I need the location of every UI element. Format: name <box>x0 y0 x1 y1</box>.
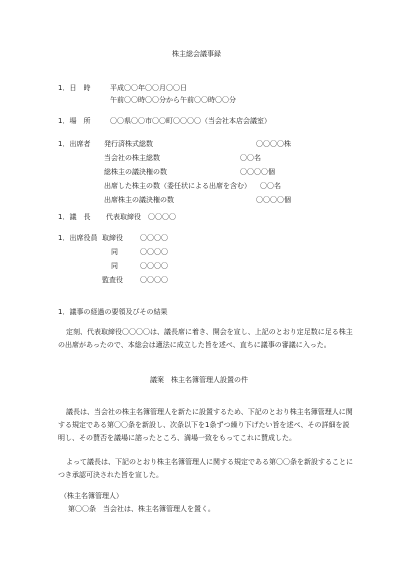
agenda-paragraph-2: よって議長は、下記のとおり株主名簿管理人に関する規定である第〇〇条を新設することにつき承認可決された旨を宣した。 <box>58 458 353 479</box>
attendees-row <box>104 168 167 176</box>
meeting-date: 平成〇〇年〇〇月〇〇日 <box>110 84 187 92</box>
officer-name: 〇〇〇〇 <box>140 262 168 270</box>
chair-label: 1．議 長 <box>58 213 91 221</box>
attendees-row <box>104 196 174 204</box>
chair-value: 代表取締役 〇〇〇〇 <box>106 213 176 221</box>
place-label: 1．場 所 <box>58 117 91 125</box>
agenda-heading: 議案 株主名簿管理人設置の件 <box>150 376 248 384</box>
agenda-paragraph-1: 議長は、当会社の株主名簿管理人を新たに設置するため、下記のとおり株主名簿管理人に関する規定である第〇〇条を新設し、次条以下を1条ずつ繰り下げたい旨を述べ、その詳細を説明し、その賛否を議場に諮ったところ、満場一致をもってこれに賛成した。 <box>58 408 353 442</box>
attendee-item: 総株主の議決権の数 <box>104 168 167 176</box>
meeting-time: 午前〇〇時〇〇分から午前〇〇時〇〇分 <box>110 96 236 104</box>
attendees-label: 1．出席者 <box>58 140 91 148</box>
attendee-item: 出席株主の議決権の数 <box>104 196 174 204</box>
proceedings-body: 定刻、代表取締役〇〇〇〇は、議長席に着き、開会を宣し、上記のとおり定足数に足る株主の出席があったので、本総会は適法に成立した旨を述べ、直ちに議事の審議に入った。 <box>58 328 353 349</box>
officer-name: 〇〇〇〇 <box>140 248 168 256</box>
article-caption: （株主名簿管理人） <box>60 492 123 500</box>
attendees-row <box>104 140 153 148</box>
attendee-value: 〇〇名 <box>240 154 261 162</box>
document-title: 株主総会議事録 <box>172 50 221 58</box>
attendee-value: 〇〇〇〇株 <box>256 140 291 148</box>
attendee-item: 発行済株式総数 <box>104 140 153 148</box>
officer-role: 同 <box>111 248 118 256</box>
attendees-row <box>104 182 251 190</box>
attendees-row <box>104 154 160 162</box>
officer-role: 監査役 <box>102 276 123 284</box>
officer-name: 〇〇〇〇 <box>140 234 168 242</box>
officer-role: 取締役 <box>102 234 123 242</box>
attendee-item: 出席した株主の数（委任状による出席を含む） <box>104 182 251 190</box>
officers-label: 1．出席役員 <box>58 234 98 242</box>
attendee-item: 当会社の株主総数 <box>104 154 160 162</box>
proceedings-heading: 1．議事の経過の要領及びその結果 <box>58 308 168 316</box>
article-text: 第〇〇条 当会社は、株主名簿管理人を置く。 <box>68 505 215 513</box>
place-value: 〇〇県〇〇市〇〇町〇〇〇〇（当会社本店会議室） <box>110 117 271 125</box>
attendee-value: 〇〇名 <box>260 182 281 190</box>
officer-name: 〇〇〇〇 <box>140 276 168 284</box>
officer-role: 同 <box>111 262 118 270</box>
attendee-value: 〇〇〇〇個 <box>240 168 275 176</box>
datetime-label: 1．日 時 <box>58 84 91 92</box>
attendee-value: 〇〇〇〇個 <box>256 196 291 204</box>
